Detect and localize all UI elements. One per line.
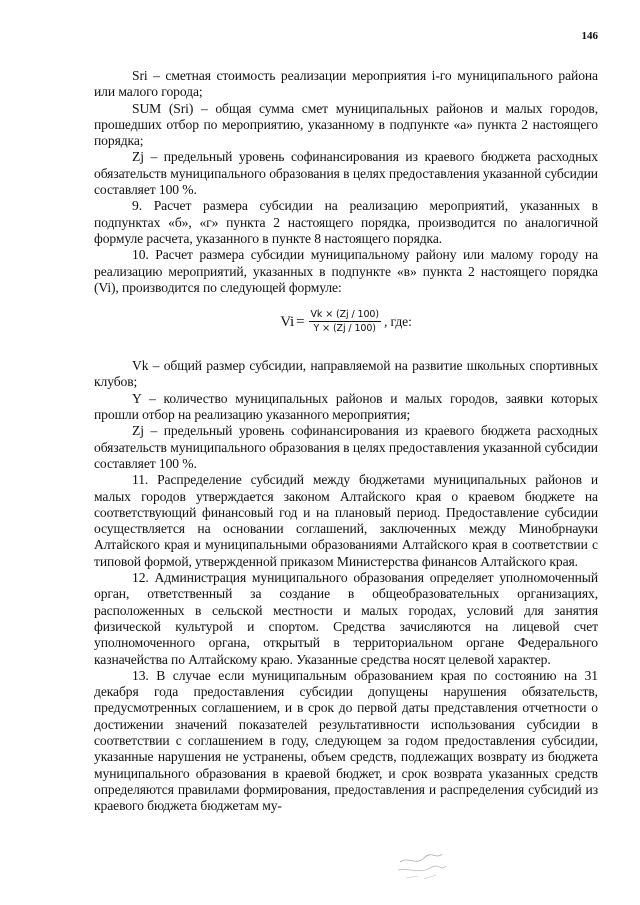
paragraph-item-11: 11. Распределение субсидий между бюджетами муниципальных районов и малых городов утверждается законом Алтайского края о краевом бюджете на соответствующий финансовый год и на плановый период. Предоставление субсидии осуществляется на основании соглашений, заключенных между Минобрнауки Алтайского края и муниципальными образованиями Алтайского края в соответствии с типовой формой, утвержденной приказом Министерства финансов Алтайского края. <box>94 472 598 569</box>
formula-denominator: Y × (Zj / 100) <box>313 323 376 335</box>
signature-mark <box>396 848 448 884</box>
paragraph-sri-definition: Sri – сметная стоимость реализации мероприятия i-го муниципального района или малого города; <box>94 68 598 100</box>
paragraph-y-definition: Y – количество муниципальных районов и малых городов, заявки которых прошли отбор на реализацию указанного мероприятия; <box>94 390 598 423</box>
formula-tail: , где: <box>383 313 412 329</box>
formula-fraction <box>309 309 381 334</box>
formula-numerator: Vk × (Zj / 100) <box>310 309 379 321</box>
paragraph-zj-definition: Zj – предельный уровень софинансирования из краевого бюджета расходных обязательств муниципального образования в целях предоставления указанной субсидии составляет 100 %. <box>94 149 598 198</box>
subsidy-formula <box>94 309 598 334</box>
paragraph-vk-definition: Vk – общий размер субсидии, направляемой на развитие школьных спортивных клубов; <box>94 358 598 390</box>
paragraph-zj-definition-2: Zj – предельный уровень софинансирования из краевого бюджета расходных обязательств муниципального образования в целях предоставления указанной субсидии составляет 100 %. <box>94 423 598 471</box>
paragraph-item-12: 12. Администрация муниципального образования определяет уполномоченный орган, ответственный за создание в общеобразовательных организациях, расположенных в сельской местности и малых городах, условий для занятия физической культурой и спортом. Средства зачисляются на лицевой счет уполномоченного органа, открытый в территориальном органе Федерального казначейства по Алтайскому краю. Указанные средства носят целевой характер. <box>94 570 598 667</box>
paragraph-item-9: 9. Расчет размера субсидии на реализацию мероприятий, указанных в подпунктах «б», «г» пункта 2 настоящего порядка, производится по аналогичной формуле расчета, указанного в пункте 8 настоящего порядка. <box>94 198 598 246</box>
document-body <box>94 68 598 814</box>
paragraph-sum-sri-definition: SUM (Sri) – общая сумма смет муниципальных районов и малых городов, прошедших отбор по мероприятию, указанному в подпункте «а» пункта 2 настоящего порядка; <box>94 100 598 149</box>
paragraph-item-10: 10. Расчет размера субсидии муниципальному району или малому городу на реализацию мероприятий, указанных в подпункте «в» пункта 2 настоящего порядка (Vi), производится по следующей формуле: <box>94 247 598 295</box>
paragraph-item-13: 13. В случае если муниципальным образованием края по состоянию на 31 декабря года предоставления субсидии допущены нарушения обязательств, предусмотренных соглашением, и в срок до первой даты представления отчетности о достижении значений показателей результативности использования субсидии в соответствии с соглашением в году, следующем за годом предоставления субсидии, указанные нарушения не устранены, объем средств, подлежащих возврату из бюджета муниципального образования в краевой бюджет, и срок возврата указанных средств определяются правилами формирования, предоставления и распределения субсидий из краевого бюджета бюджетам му- <box>94 667 598 814</box>
formula-equals: = <box>296 313 305 330</box>
formula-lhs: Vi <box>280 313 295 330</box>
page-number: 146 <box>581 30 598 42</box>
